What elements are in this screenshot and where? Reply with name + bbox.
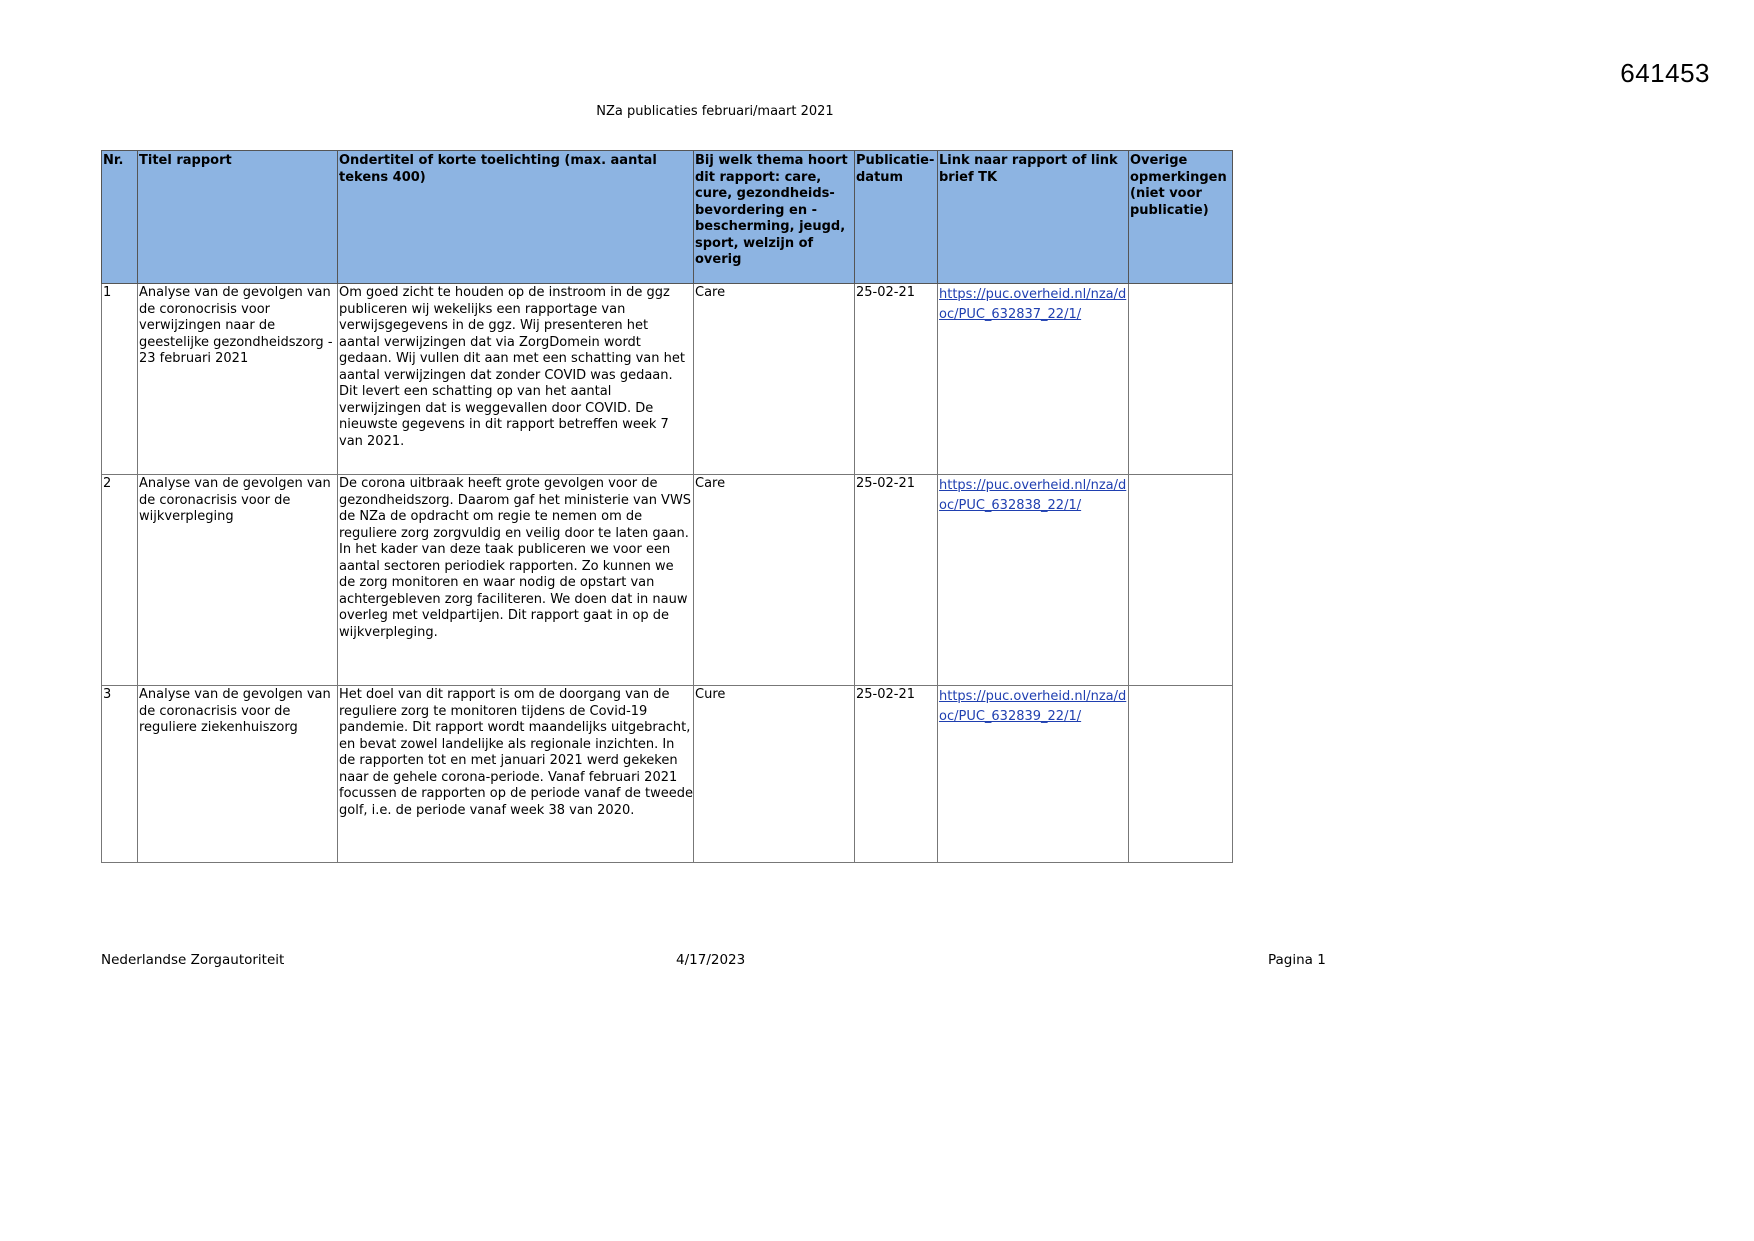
table-row xyxy=(102,284,1233,475)
column-header-nr: Nr. xyxy=(102,151,138,284)
report-link[interactable]: https://puc.overheid.nl/nza/doc/PUC_632837_22/1/ xyxy=(939,287,1127,322)
footer-page-number: Pagina 1 xyxy=(1268,952,1326,968)
cell-link xyxy=(938,475,1129,686)
cell-link xyxy=(938,686,1129,863)
cell-link xyxy=(938,284,1129,475)
header-row xyxy=(102,151,1233,284)
cell-titel: Analyse van de gevolgen van de coronocrisis voor verwijzingen naar de geestelijke gezondheidszorg - 23 februari 2021 xyxy=(138,284,338,475)
cell-toelichting: Het doel van dit rapport is om de doorgang van de reguliere zorg te monitoren tijdens de Covid-19 pandemie. Dit rapport wordt maandelijks uitgebracht, en bevat zowel landelijke als regionale inzichten. In de rapporten tot en met januari 2021 werd gekeken naar de gehele corona-periode. Vanaf februari 2021 focussen de rapporten op de periode vanaf de tweede golf, i.e. de periode vanaf week 38 van 2020. xyxy=(338,686,694,863)
cell-thema: Care xyxy=(694,284,855,475)
report-link[interactable]: https://puc.overheid.nl/nza/doc/PUC_632839_22/1/ xyxy=(939,689,1127,724)
cell-nr: 2 xyxy=(102,475,138,686)
footer-date: 4/17/2023 xyxy=(676,952,746,968)
column-header-opmerkingen: Overige opmerkingen (niet voor publicatie) xyxy=(1129,151,1233,284)
cell-toelichting: Om goed zicht te houden op de instroom in de ggz publiceren wij wekelijks een rapportage van verwijsgegevens in de ggz. Wij presenteren het aantal verwijzingen dat via ZorgDomein wordt gedaan. Wij vullen dit aan met een schatting van het aantal verwijzingen dat zonder COVID was gedaan. Dit levert een schatting op van het aantal verwijzingen dat is weggevallen door COVID. De nieuwste gegevens in dit rapport betreffen week 7 van 2021. xyxy=(338,284,694,475)
cell-opmerkingen xyxy=(1129,475,1233,686)
table-row xyxy=(102,475,1233,686)
column-header-link: Link naar rapport of link brief TK xyxy=(938,151,1129,284)
table-row xyxy=(102,686,1233,863)
publications-table xyxy=(101,150,1233,863)
cell-titel: Analyse van de gevolgen van de coronacrisis voor de wijkverpleging xyxy=(138,475,338,686)
cell-opmerkingen xyxy=(1129,284,1233,475)
column-header-thema: Bij welk thema hoort dit rapport: care, cure, gezondheids-bevordering en -bescherming, jeugd, sport, welzijn of overig xyxy=(694,151,855,284)
cell-nr: 3 xyxy=(102,686,138,863)
cell-thema: Cure xyxy=(694,686,855,863)
cell-titel: Analyse van de gevolgen van de coronacrisis voor de reguliere ziekenhuiszorg xyxy=(138,686,338,863)
column-header-datum: Publicatie-datum xyxy=(855,151,938,284)
column-header-titel: Titel rapport xyxy=(138,151,338,284)
footer-organisation: Nederlandse Zorgautoriteit xyxy=(101,952,285,968)
cell-toelichting: De corona uitbraak heeft grote gevolgen voor de gezondheidszorg. Daarom gaf het ministerie van VWS de NZa de opdracht om regie te nemen om de reguliere zorg zorgvuldig en veilig door te laten gaan. In het kader van deze taak publiceren we voor een aantal sectoren periodiek rapporten. Zo kunnen we de zorg monitoren en waar nodig de opstart van achtergebleven zorg faciliteren. We doen dat in nauw overleg met veldpartijen. Dit rapport gaat in op de wijkverpleging. xyxy=(338,475,694,686)
page-title: NZa publicaties februari/maart 2021 xyxy=(596,104,834,119)
report-link[interactable]: https://puc.overheid.nl/nza/doc/PUC_632838_22/1/ xyxy=(939,478,1127,513)
cell-datum: 25-02-21 xyxy=(855,475,938,686)
cell-datum: 25-02-21 xyxy=(855,686,938,863)
cell-opmerkingen xyxy=(1129,686,1233,863)
cell-nr: 1 xyxy=(102,284,138,475)
column-header-toelichting: Ondertitel of korte toelichting (max. aantal tekens 400) xyxy=(338,151,694,284)
document-id: 641453 xyxy=(1620,58,1710,88)
cell-thema: Care xyxy=(694,475,855,686)
cell-datum: 25-02-21 xyxy=(855,284,938,475)
